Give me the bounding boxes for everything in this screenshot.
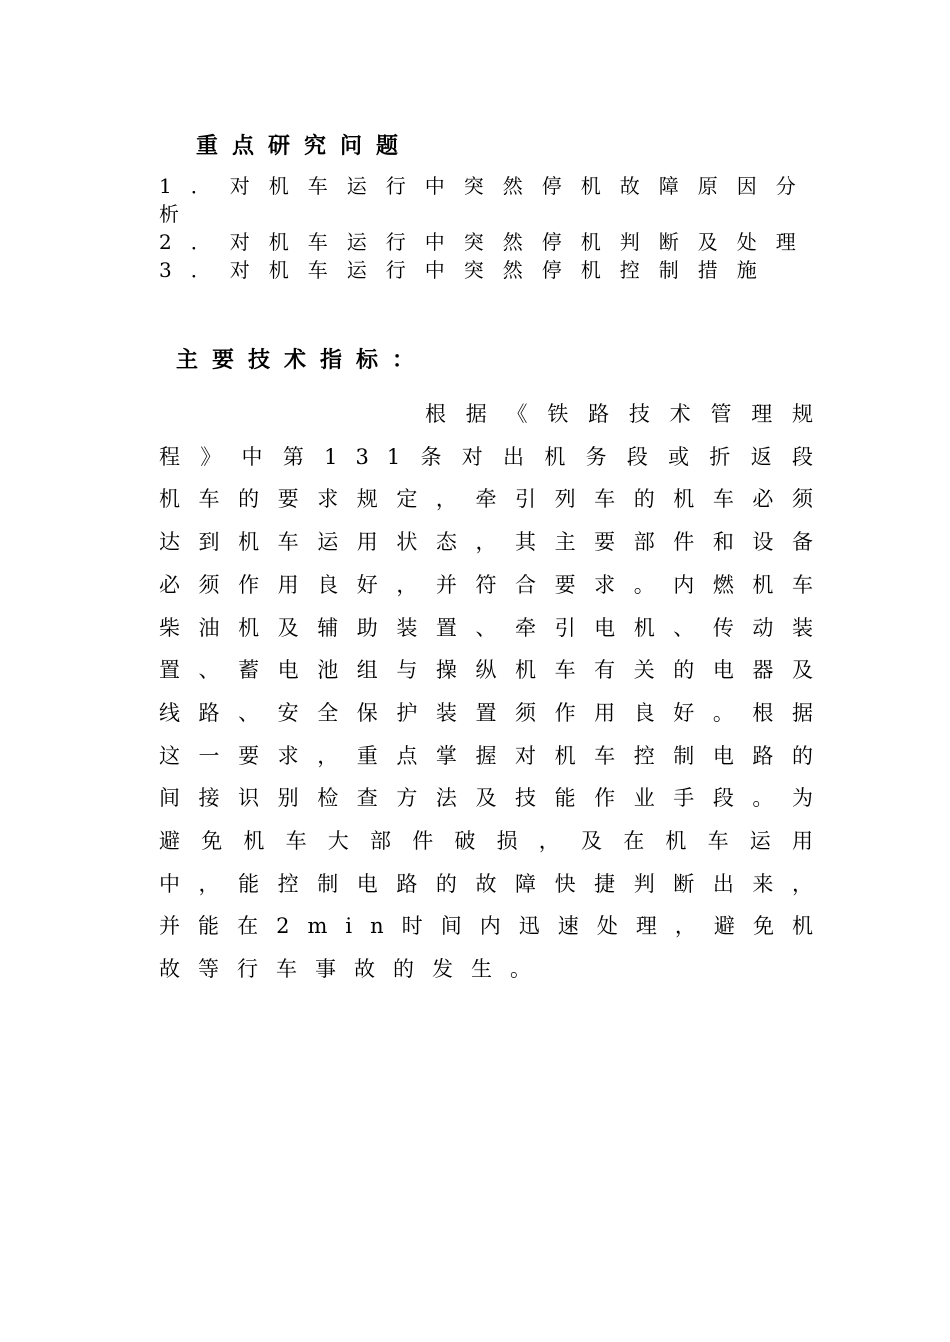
tech-indicators-paragraph: 根据《铁路技术管理规程》中第131条对出机务段或折返段机车的要求规定，牵引列车的机车必须达到机车运用状态，其主要部件和设备必须作用良好，并符合要求。内燃机车柴油机及辅助装置、牵引电机、传动装置、蓄电池组与操纵机车有关的电器及线路、安全保护装置须作用良好。根据这一要求，重点掌握对机车控制电路的间接识别检查方法及技能作业手段。为避免机车大部件破损，及在机车运用中，能控制电路的故障快捷判断出来，并能在2min时间内迅速处理，避免机故等行车事故的发生。 <box>159 402 831 982</box>
list-item: 2．对机车运行中突然停机判断及处理 <box>159 230 815 254</box>
list-item: 3．对机车运行中突然停机控制措施 <box>159 258 776 282</box>
key-issues-list <box>159 172 831 284</box>
list-item: 1．对机车运行中突然停机故障原因分析 <box>159 174 815 226</box>
tech-indicators-heading: 主要技术指标： <box>176 348 429 373</box>
key-issues-heading: 重点研究问题 <box>196 134 413 159</box>
